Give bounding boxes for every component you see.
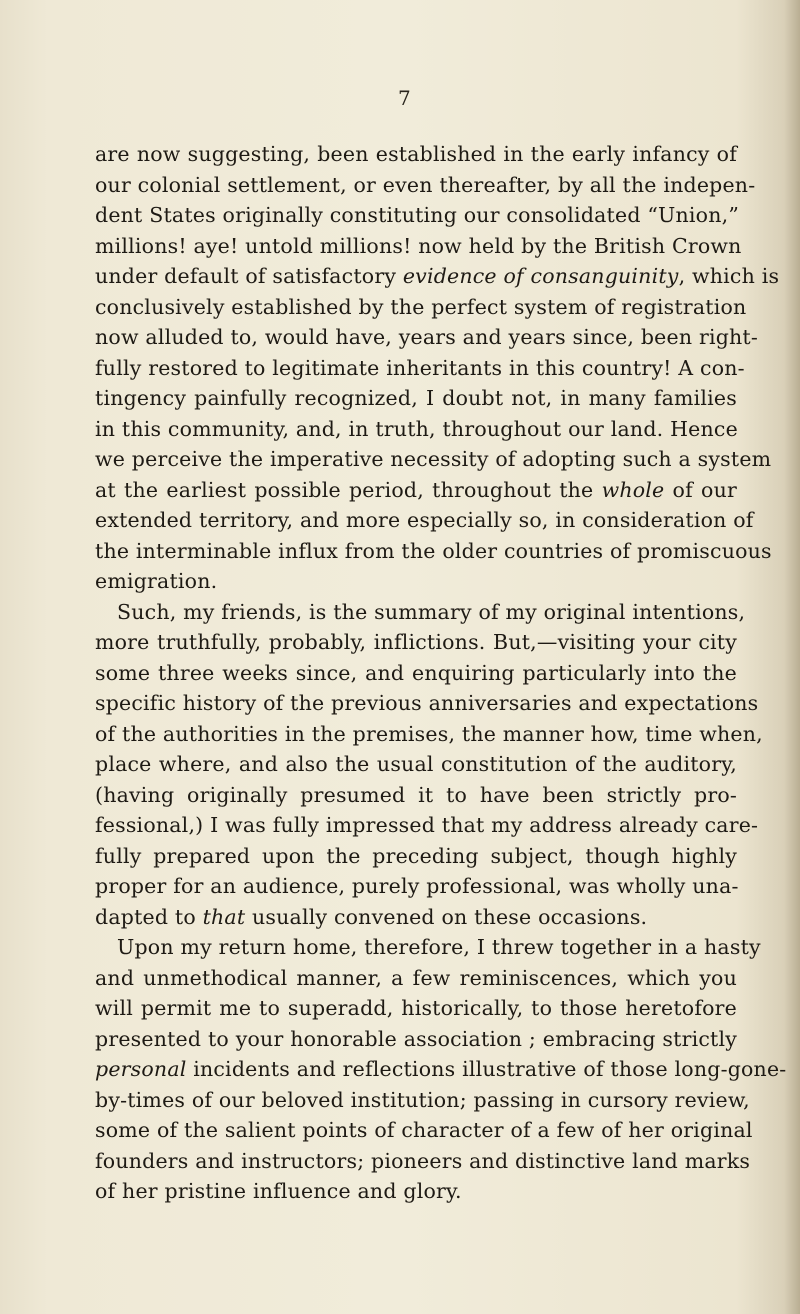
text-line: under default of satisfactory evidence of consanguinity, which is <box>95 264 780 288</box>
text-line: in this community, and, in truth, throughout our land. Hence <box>95 416 738 441</box>
text-line: now alluded to, would have, years and years since, been right- <box>95 325 758 349</box>
text-line: tingency painfully recognized, I doubt not, in many families <box>95 386 737 410</box>
text-line: some of the salient points of character of a few of her original <box>95 1118 753 1142</box>
text-line: by-times of our beloved institution; passing in cursory review, <box>95 1087 750 1112</box>
italic-phrase: personal <box>95 1057 187 1081</box>
text-line: founders and instructors; pioneers and distinctive land marks <box>95 1148 751 1173</box>
text-line: personal incidents and reflections illustrative of those long-gone- <box>95 1057 787 1081</box>
body-text <box>95 139 787 1207</box>
text-line: some three weeks since, and enquiring particularly into the <box>95 660 737 685</box>
text-line: emigration. <box>95 569 218 593</box>
text-line: are now suggesting, been established in the early infancy of <box>95 142 737 166</box>
text-line: millions! aye! untold millions! now held by the British Crown <box>95 233 742 258</box>
italic-phrase: that <box>202 904 246 929</box>
text-line: fully prepared upon the preceding subject, though highly <box>95 843 737 868</box>
text-line: at the earliest possible period, throughout the whole of our <box>95 477 737 502</box>
text-line: dent States originally constituting our consolidated “Union,” <box>95 203 740 227</box>
text-line: our colonial settlement, or even thereafter, by all the indepen- <box>95 172 756 197</box>
text-line: fully restored to legitimate inheritants in this country! A con- <box>95 355 745 380</box>
text-line: place where, and also the usual constitution of the auditory, <box>95 752 737 776</box>
text-line: of the authorities in the premises, the manner how, time when, <box>95 721 763 746</box>
text-line: dapted to that usually convened on these occasions. <box>95 904 648 929</box>
text-line: Such, my friends, is the summary of my original intentions, <box>117 599 746 624</box>
text-line: extended territory, and more especially so, in consideration of <box>95 508 754 532</box>
text-line: and unmethodical manner, a few reminiscences, which you <box>95 965 737 990</box>
text-line: specific history of the previous anniversaries and expectations <box>95 691 759 715</box>
italic-phrase: evidence of consanguinity <box>402 264 679 288</box>
page-number: 7 <box>398 86 411 110</box>
text-line: more truthfully, probably, inflictions. But,—visiting your city <box>95 630 737 654</box>
text-line: conclusively established by the perfect system of registration <box>95 294 747 319</box>
text-line: will permit me to superadd, historically, to those heretofore <box>95 996 737 1020</box>
text-line: of her pristine influence and glory. <box>95 1179 462 1203</box>
text-line: proper for an audience, purely professional, was wholly una- <box>95 874 739 898</box>
italic-phrase: whole <box>601 477 665 502</box>
text-line: the interminable influx from the older countries of promiscuous <box>95 538 772 563</box>
text-line: Upon my return home, therefore, I threw together in a hasty <box>117 935 761 959</box>
text-line: fessional,) I was fully impressed that my address already care- <box>95 813 759 837</box>
text-line: presented to your honorable association ; embracing strictly <box>95 1026 737 1051</box>
text-line: (having originally presumed it to have been strictly pro- <box>95 782 737 807</box>
text-line: we perceive the imperative necessity of adopting such a system <box>95 447 772 471</box>
